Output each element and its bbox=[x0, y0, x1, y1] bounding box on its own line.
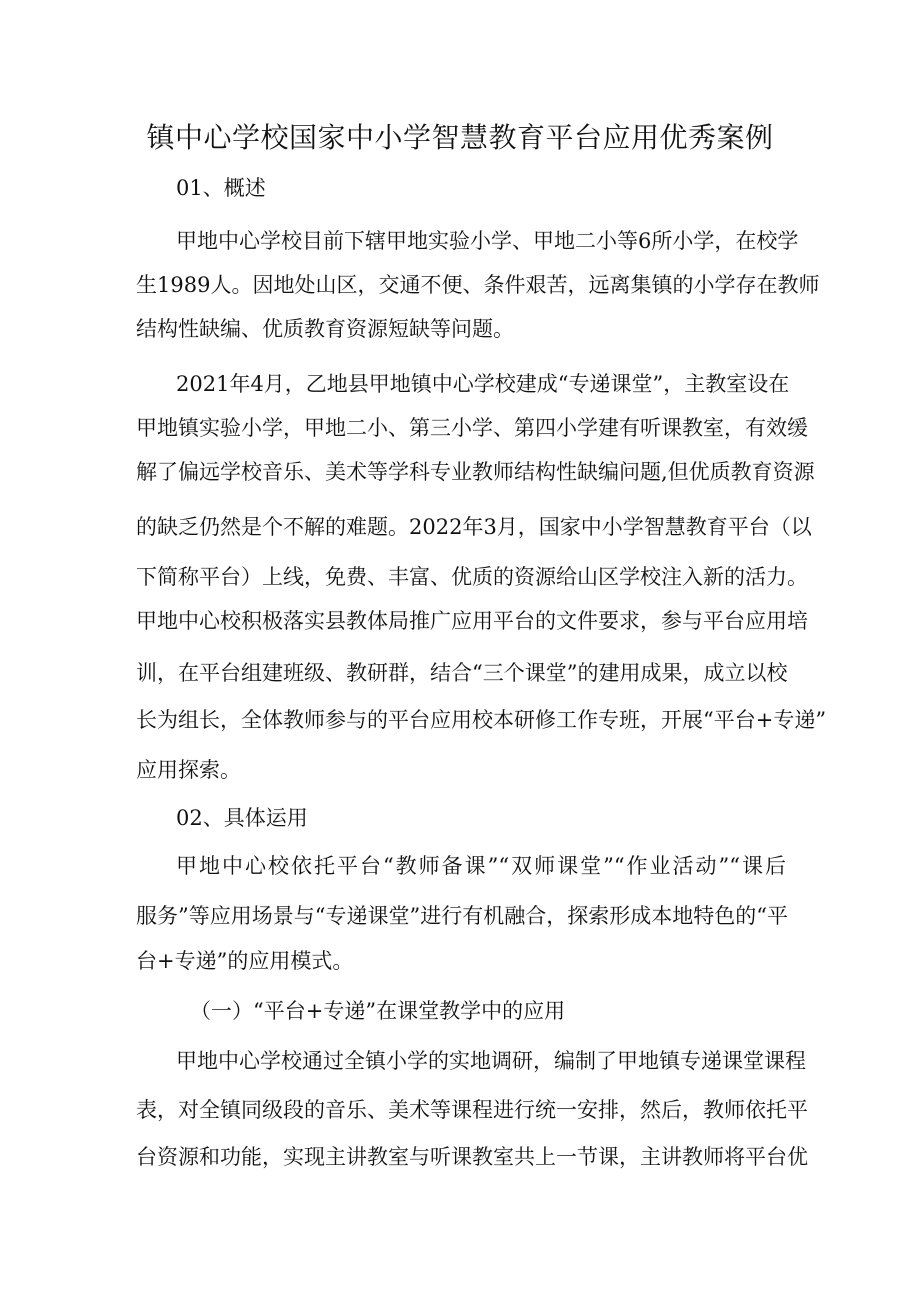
paragraph-line: 2021年4月，乙地县甲地镇中心学校建成“专递课堂”，主教室设在 bbox=[176, 372, 790, 396]
paragraph-line: 生1989人。因地处山区，交通不便、条件艰苦，远离集镇的小学存在教师 bbox=[136, 273, 820, 297]
paragraph-line: 的缺乏仍然是个不解的难题。2022年3月，国家中小学智慧教育平台（以 bbox=[136, 515, 812, 539]
paragraph-line: 解了偏远学校音乐、美术等学科专业教师结构性缺编问题,但优质教育资源 bbox=[136, 460, 815, 484]
subsection-heading: （一）“平台+专递”在课堂教学中的应用 bbox=[190, 999, 566, 1023]
paragraph-line: 甲地中心校依托平台“教师备课”“双师课堂”“作业活动”“课后 bbox=[176, 854, 786, 878]
paragraph-line: 表，对全镇同级段的音乐、美术等课程进行统一安排，然后，教师依托平 bbox=[136, 1098, 808, 1122]
paragraph-line: 长为组长，全体教师参与的平台应用校本研修工作专班，开展“平台+专递” bbox=[136, 708, 827, 732]
paragraph-line: 服务”等应用场景与“专递课堂”进行有机融合，探索形成本地特色的“平 bbox=[136, 904, 788, 928]
paragraph-line: 甲地中心学校通过全镇小学的实地调研，编制了甲地镇专递课堂课程 bbox=[176, 1049, 806, 1073]
paragraph-line: 甲地镇实验小学，甲地二小、第三小学、第四小学建有听课教室，有效缓 bbox=[136, 416, 808, 440]
paragraph-line: 台资源和功能，实现主讲教室与听课教室共上一节课，主讲教师将平台优 bbox=[136, 1145, 808, 1169]
section-heading-application: 02、具体运用 bbox=[176, 806, 308, 830]
section-heading-overview: 01、概述 bbox=[176, 176, 266, 200]
paragraph-line: 应用探索。 bbox=[136, 758, 241, 782]
paragraph-line: 下简称平台）上线，免费、丰富、优质的资源给山区学校注入新的活力。 bbox=[136, 565, 808, 589]
paragraph-line: 甲地中心校积极落实县教体局推广应用平台的文件要求，参与平台应用培 bbox=[136, 609, 808, 633]
document-title: 镇中心学校国家中小学智慧教育平台应用优秀案例 bbox=[146, 121, 774, 154]
paragraph-line: 结构性缺编、优质教育资源短缺等问题。 bbox=[136, 317, 514, 341]
paragraph-line: 训，在平台组建班级、教研群，结合“三个课堂”的建用成果，成立以校 bbox=[136, 661, 788, 685]
paragraph-line: 甲地中心学校目前下辖甲地实验小学、甲地二小等6所小学，在校学 bbox=[176, 229, 799, 253]
paragraph-line: 台+专递”的应用模式。 bbox=[136, 949, 354, 973]
